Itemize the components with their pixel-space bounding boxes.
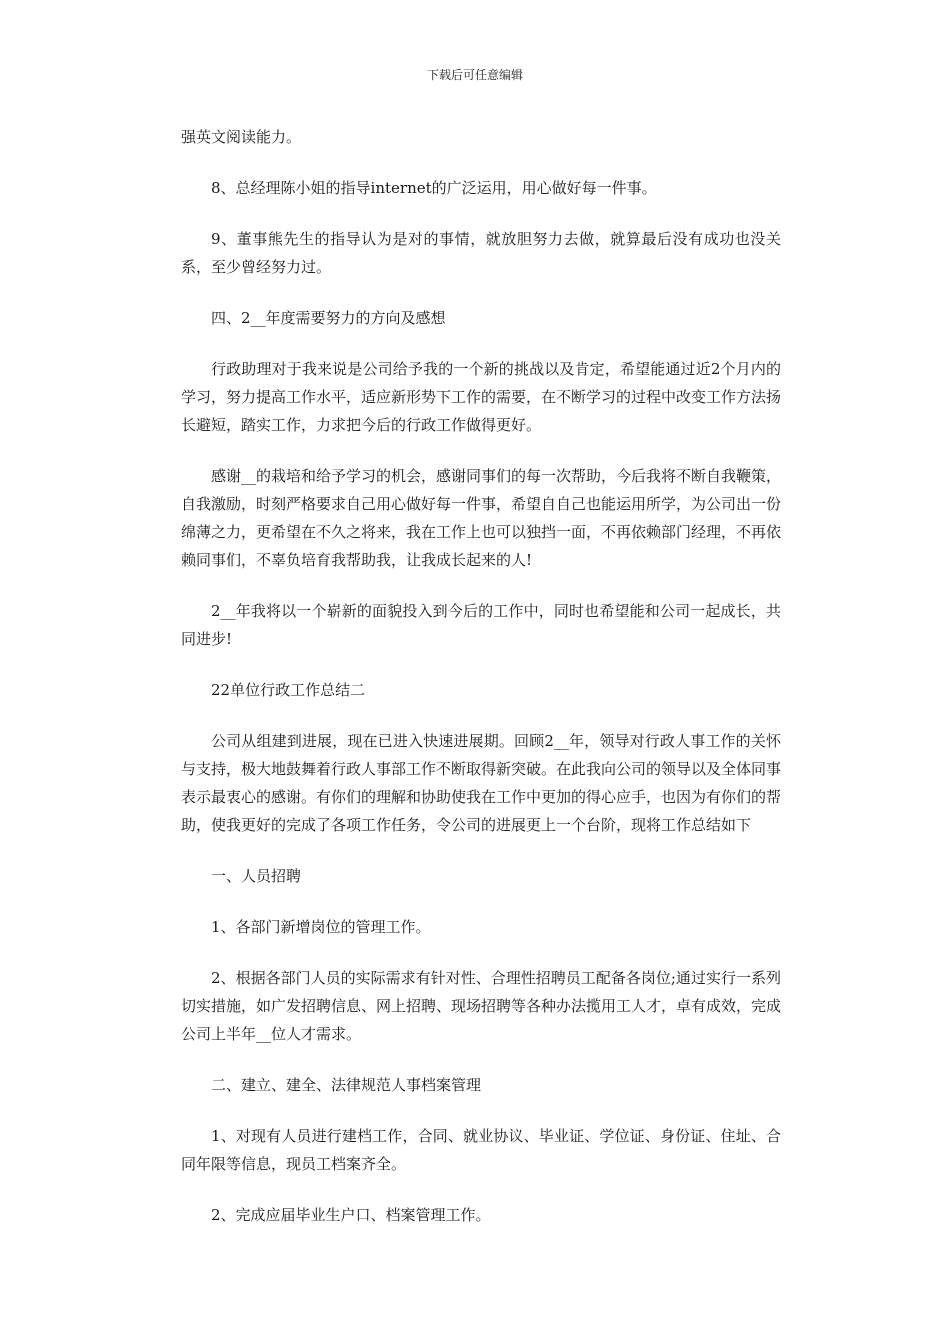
section-heading-recruitment: 一、人员招聘 <box>211 867 302 885</box>
paragraph-review: 公司从组建到进展，现在已进入快速进展期。回顾2__年，领导对行政人事工作的关怀与支持，极大地鼓舞着行政人事部工作不断取得新突破。在此我向公司的领导以及全体同事表示最衷心的感谢。有你们的理解和协助使我在工作中更加的得心应手，也因为有你们的帮助，使我更好的完成了各项工作任务，令公司的进展更上一个台阶，现将工作总结如下 <box>181 732 782 834</box>
paragraph-continuation: 强英文阅读能力。 <box>181 128 302 146</box>
paragraph-archives-1: 1、对现有人员进行建档工作，合同、就业协议、毕业证、学位证、身份证、住址、合同年限等信息，现员工档案齐全。 <box>181 1127 781 1173</box>
section-heading-4: 四、2__年度需要努力的方向及感想 <box>211 309 446 327</box>
paragraph-recruitment-1: 1、各部门新增岗位的管理工作。 <box>211 918 431 936</box>
paragraph-assistant-role: 行政助理对于我来说是公司给予我的一个新的挑战以及肯定，希望能通过近2个月内的学习，努力提高工作水平，适应新形势下工作的需要，在不断学习的过程中改变工作方法扬长避短，踏实工作，力求把今后的行政工作做得更好。 <box>181 360 782 434</box>
paragraph-recruitment-2: 2、根据各部门人员的实际需求有针对性、合理性招聘员工配备各岗位;通过实行一系列切实措施，如广发招聘信息、网上招聘、现场招聘等各种办法揽用工人才，卓有成效，完成公司上半年__位人才需求。 <box>181 969 782 1043</box>
paragraph-thanks: 感谢__的栽培和给予学习的机会，感谢同事们的每一次帮助，今后我将不断自我鞭策，自我激励，时刻严格要求自己用心做好每一件事，希望自自己也能运用所学，为公司出一份绵薄之力，更希望在不久之将来，我在工作上也可以独挡一面，不再依赖部门经理，不再依赖同事们，不辜负培育我帮助我，让我成长起来的人! <box>181 467 782 569</box>
paragraph-new-year: 2__年我将以一个崭新的面貌投入到今后的工作中，同时也希望能和公司一起成长，共同进步! <box>181 602 781 648</box>
paragraph-item-9: 9、董事熊先生的指导认为是对的事情，就放胆努力去做，就算最后没有成功也没关系，至少曾经努力过。 <box>181 230 781 276</box>
header-note: 下载后可任意编辑 <box>426 68 523 82</box>
document-body <box>181 123 781 1252</box>
paragraph-archives-2: 2、完成应届毕业生户口、档案管理工作。 <box>211 1206 491 1224</box>
paragraph-item-8: 8、总经理陈小姐的指导internet的广泛运用，用心做好每一件事。 <box>211 179 657 197</box>
document-subtitle: 22单位行政工作总结二 <box>211 681 366 699</box>
section-heading-archives: 二、建立、建全、法律规范人事档案管理 <box>211 1076 482 1094</box>
